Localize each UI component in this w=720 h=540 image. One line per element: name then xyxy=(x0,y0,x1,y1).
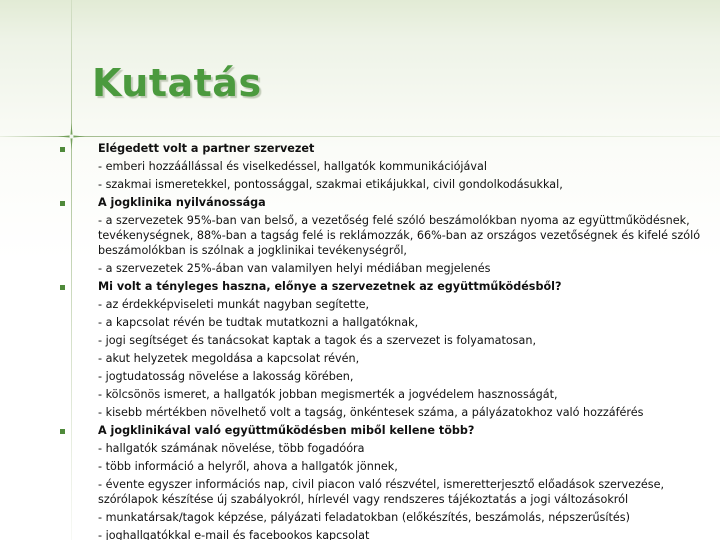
section-heading: Mi volt a tényleges haszna, előnye a szervezetnek az együttműködésből? xyxy=(98,280,562,293)
slide-content xyxy=(58,140,708,540)
section-line: - több információ a helyről, ahova a hallgatók jönnek, xyxy=(98,460,398,473)
section-heading: A jogklinikával való együttműködésben miből kellene több? xyxy=(98,424,475,437)
section-line: - a szervezetek 95%-ban van belső, a vezetőség felé szóló beszámolókban nyoma az együttműködésnek, tevékenységnek, 88%-ban a tagság felé is reklámozzák, 66%-ban az országos vezetőségnek és kifelé szóló beszámolókban is szólnak a jogklinikai tevékenységről, xyxy=(98,214,701,257)
section-partner-satisfaction xyxy=(58,140,708,194)
section-line: - joghallgatókkal e-mail és facebookos kapcsolat xyxy=(98,529,370,540)
bullet-square-icon xyxy=(60,201,65,206)
section-line: - jogi segítséget és tanácsokat kaptak a tagok és a szervezet is folyamatosan, xyxy=(98,334,537,347)
section-line: - kölcsönös ismeret, a hallgatók jobban megismerték a jogvédelem hasznosságát, xyxy=(98,388,558,401)
slide-title: Kutatás xyxy=(92,61,262,105)
bullet-square-icon xyxy=(60,147,65,152)
section-line: - hallgatók számának növelése, több fogadóóra xyxy=(98,442,365,455)
section-publicity xyxy=(58,194,708,278)
section-line: - szakmai ismeretekkel, pontossággal, szakmai etikájukkal, civil gondolkodásukkal, xyxy=(98,178,563,191)
section-line: - akut helyzetek megoldása a kapcsolat révén, xyxy=(98,352,360,365)
section-improvements xyxy=(58,422,708,540)
section-heading: A jogklinika nyilvánossága xyxy=(98,196,266,209)
section-line: - emberi hozzáállással és viselkedéssel, hallgatók kommunikációjával xyxy=(98,160,487,173)
horizontal-rule xyxy=(0,136,720,137)
section-line: - a szervezetek 25%-ában van valamilyen helyi médiában megjelenés xyxy=(98,262,491,275)
bullet-square-icon xyxy=(60,285,65,290)
section-line: - jogtudatosság növelése a lakosság körében, xyxy=(98,370,354,383)
section-line: - kisebb mértékben növelhető volt a tagság, önkéntesek száma, a pályázatokhoz való hozzáférés xyxy=(98,406,644,419)
section-line: - a kapcsolat révén be tudtak mutatkozni a hallgatóknak, xyxy=(98,316,419,329)
section-heading: Elégedett volt a partner szervezet xyxy=(98,142,315,155)
section-benefits xyxy=(58,278,708,422)
section-line: - az érdekképviseleti munkát nagyban segítette, xyxy=(98,298,370,311)
bullet-square-icon xyxy=(60,429,65,434)
section-line: - évente egyszer információs nap, civil piacon való részvétel, ismeretterjesztő előadások szervezése, szórólapok készítése új szabályokról, hírlevél vagy rendszeres tájékoztatás a jogi változásokról xyxy=(98,478,665,506)
section-line: - munkatársak/tagok képzése, pályázati feladatokban (előkészítés, beszámolás, népszerűsítés) xyxy=(98,511,630,524)
